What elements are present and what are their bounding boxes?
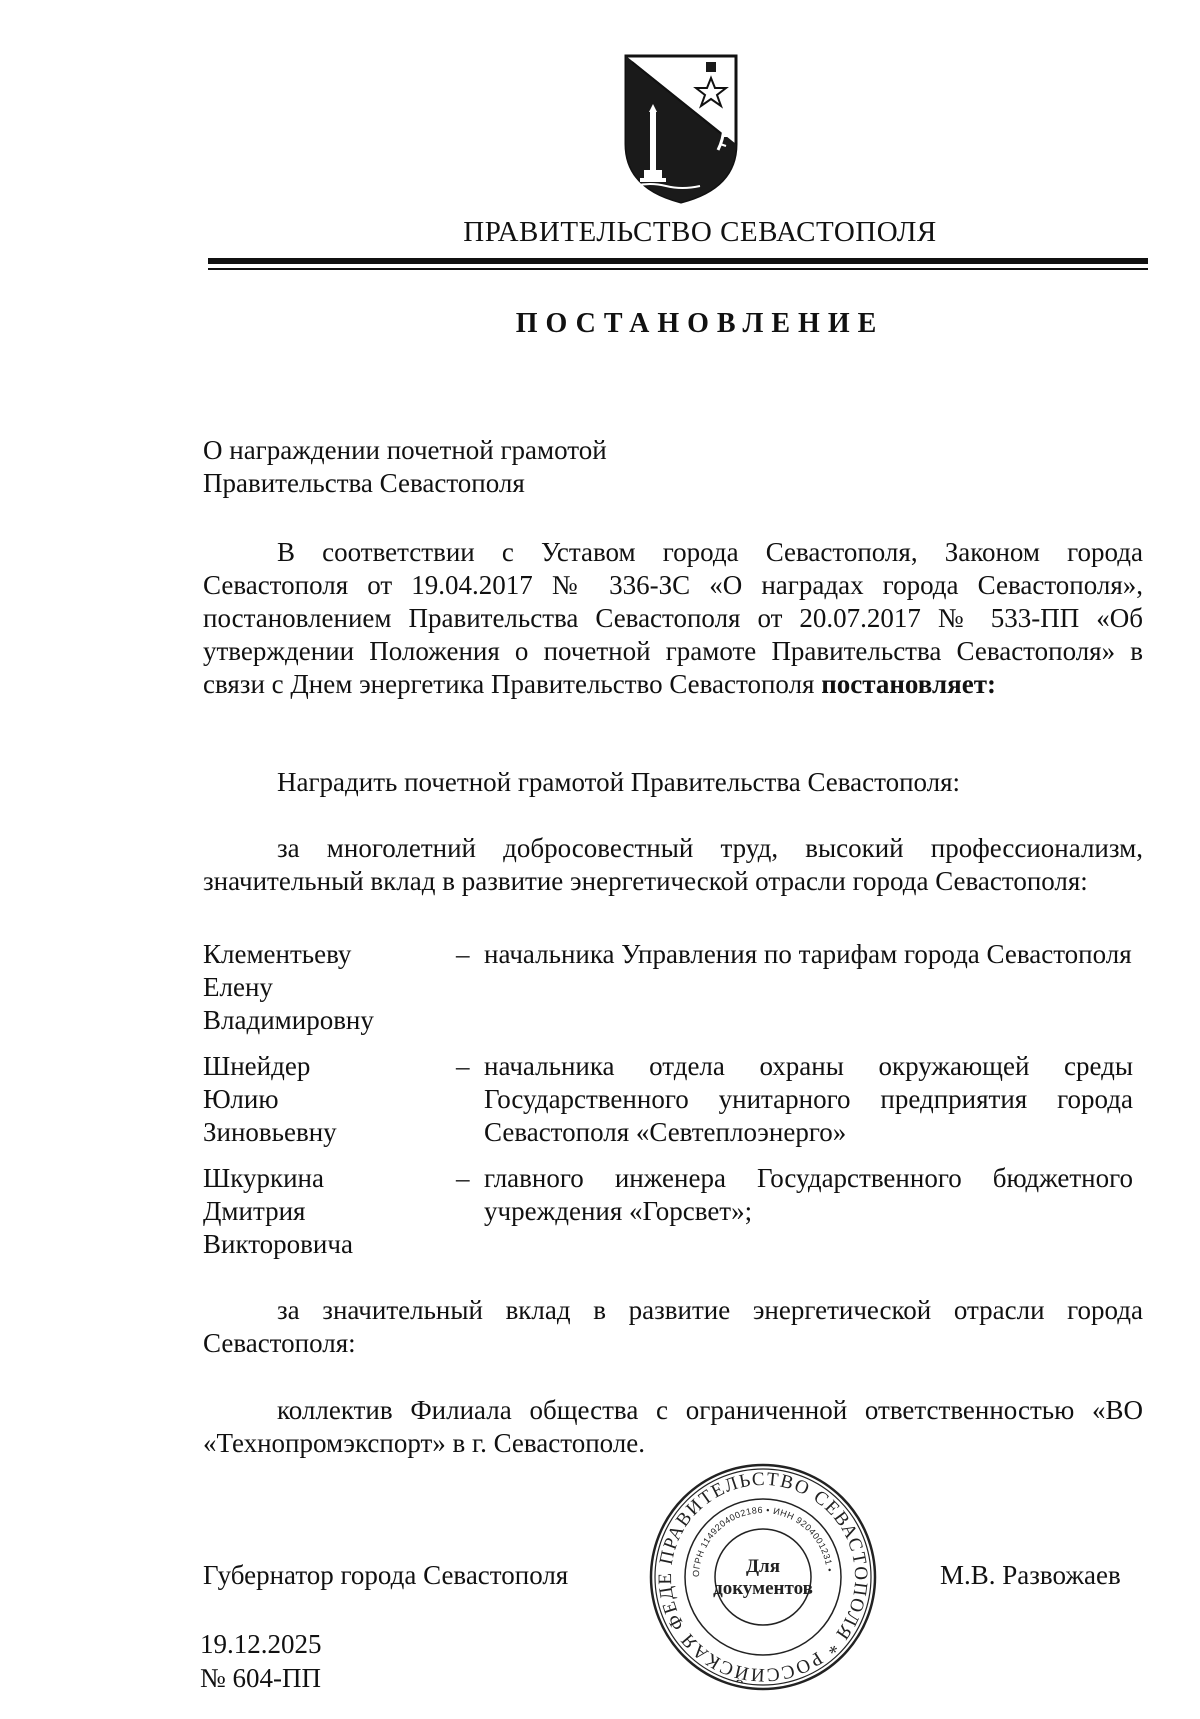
awardee-position: начальника Управления по тарифам города Севастополя <box>484 939 1132 969</box>
awardee-dash: – <box>456 1163 470 1193</box>
awardee-surname: Шкуркина <box>203 1163 324 1193</box>
awardee-first-name: Елену <box>203 972 273 1002</box>
reason-text-2: за значительный вклад в развитие энергетической отрасли города Севастополя: <box>203 1295 1143 1358</box>
header-divider-thin <box>208 268 1148 270</box>
government-title: ПРАВИТЕЛЬСТВО СЕВАСТОПОЛЯ <box>463 216 937 248</box>
awardee-row <box>203 938 1133 1037</box>
awardee-name <box>203 1162 456 1261</box>
document-subject <box>203 434 803 500</box>
signatory-position: Губернатор города Севастополя <box>203 1560 569 1590</box>
awardee-name <box>203 1050 456 1149</box>
header-divider-thick <box>208 258 1148 264</box>
document-type: ПОСТАНОВЛЕНИЕ <box>515 308 885 339</box>
award-intro <box>203 766 1143 799</box>
sevastopol-coat-of-arms-icon <box>620 52 742 204</box>
awardee-position: главного инженера Государственного бюджетного учреждения «Горсвет»; <box>484 1163 1133 1226</box>
awardee-dash: – <box>456 1051 470 1081</box>
award-intro-text: Наградить почетной грамотой Правительства Севастополя: <box>277 767 961 797</box>
preamble-text: В соответствии с Уставом города Севастополя, Законом города Севастополя от 19.04.2017 № 336-ЗС «О наградах города Севастополя», постановлением Правительства Севастополя от 20.07.2017 № 533-ПП «Об утверждении Положения о почетной грамоте Правительства Севастополя» в связи с Днем энергетика Правительство Севастополя <box>203 537 1143 699</box>
awardee-surname: Шнейдер <box>203 1051 311 1081</box>
awardee-row <box>203 1162 1133 1261</box>
document-date: 19.12.2025 <box>200 1629 322 1659</box>
awardee-surname: Клементьеву <box>203 939 352 969</box>
awardee-first-name: Дмитрия <box>203 1196 306 1226</box>
preamble-paragraph <box>203 536 1143 701</box>
collective-paragraph <box>203 1394 1143 1460</box>
preamble-decree: постановляет: <box>821 669 996 699</box>
awardee-list <box>203 938 1133 1274</box>
signatory-name: М.В. Развожаев <box>940 1560 1121 1590</box>
subject-line-2: Правительства Севастополя <box>203 468 525 498</box>
official-seal <box>648 1462 878 1692</box>
seal-center-line-1: Для <box>745 1556 781 1577</box>
collective-text: коллектив Филиала общества с ограниченной ответственностью «ВО «Технопромэкспорт» в г. Севастополе. <box>203 1395 1143 1458</box>
awardee-patronymic: Зиновьевну <box>203 1117 337 1147</box>
reason-paragraph-1 <box>203 832 1143 898</box>
awardee-patronymic: Владимировну <box>203 1005 374 1035</box>
awardee-patronymic: Викторовича <box>203 1229 353 1259</box>
subject-line-1: О награждении почетной грамотой <box>203 435 607 465</box>
seal-inner-text: ОГРН 1149204002186 • ИНН 9204001231 • <box>690 1504 835 1578</box>
awardee-name <box>203 938 456 1037</box>
reason-text-1: за многолетний добросовестный труд, высокий профессионализм, значительный вклад в развитие энергетической отрасли города Севастополя: <box>203 833 1143 896</box>
document-number: № 604-ПП <box>200 1663 321 1693</box>
awardee-dash: – <box>456 939 470 969</box>
awardee-row <box>203 1050 1133 1149</box>
seal-center-line-2: документов <box>713 1578 813 1599</box>
awardee-position: начальника отдела охраны окружающей среды Государственного унитарного предприятия города Севастополя «Севтеплоэнерго» <box>484 1051 1133 1147</box>
awardee-first-name: Юлию <box>203 1084 279 1114</box>
seal-outer-text: ПРАВИТЕЛЬСТВО СЕВАСТОПОЛЯ * РОССИЙСКАЯ ФЕДЕ <box>654 1468 872 1686</box>
reason-paragraph-2 <box>203 1294 1143 1360</box>
